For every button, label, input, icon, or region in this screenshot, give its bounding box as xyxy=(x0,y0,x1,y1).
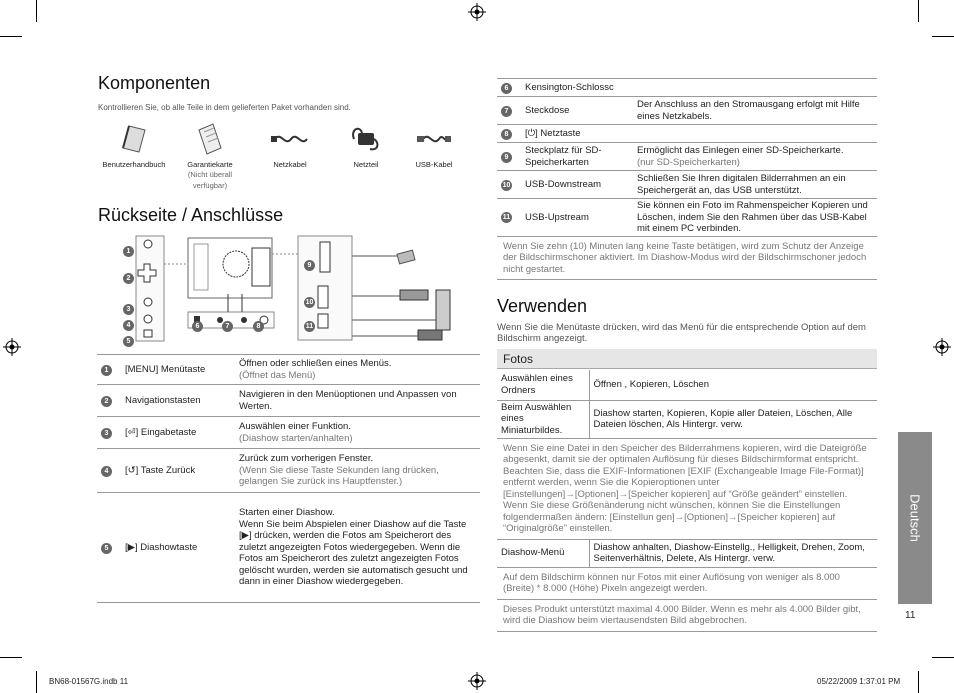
table-row: 4 [↺] Taste Zurück Zurück zum vorherigen Fenster. (Wenn Sie diese Taste Sekunden lang drücken, gelangen Sie zurück ins Hauptfenster.) xyxy=(97,449,480,493)
rueckseite-title: Rückseite / Anschlüsse xyxy=(98,205,284,225)
table-row: 2 Navigationstasten Navigieren in den Menüoptionen und Anpassen von Werten. xyxy=(97,385,480,417)
usb-cable-icon xyxy=(410,122,458,156)
power-cord-icon xyxy=(264,122,316,156)
crop-mark xyxy=(932,36,954,37)
crop-mark xyxy=(932,657,954,658)
verwenden-intro: Wenn Sie die Menütaste drücken, wird das Menü für die entsprechende Option auf dem Bildschirm angezeigt. xyxy=(497,322,866,344)
resolution-note: Auf dem Bildschirm können nur Fotos mit einer Auflösung von weniger als 8.000 (Breite) * 8.000 (Höhe) Pixeln angezeigt werden. xyxy=(497,567,877,599)
component-item: Netzkabel xyxy=(264,122,316,169)
power-adapter-icon xyxy=(340,122,392,156)
diagram-number-5: 5 xyxy=(123,330,134,348)
footer-right: 05/22/2009 1:37:01 PM xyxy=(817,677,901,686)
registration-mark-icon xyxy=(933,338,951,356)
component-item: Netzteil xyxy=(340,122,392,169)
diagram-number-1: 1 xyxy=(123,240,134,258)
crop-mark xyxy=(918,0,919,22)
section-fotos: Fotos xyxy=(497,349,877,369)
table-row: Auswählen eines Ordners Öffnen , Kopieren, Löschen xyxy=(497,370,877,400)
max-images-note: Dieses Produkt unterstützt maximal 4.000 Bilder. Wenn es mehr als 4.000 Bilder gibt, wird die Diashow beim viertausendsten Bild abgebrochen. xyxy=(497,599,877,631)
connector-table xyxy=(497,78,877,280)
component-item: USB-Kabel xyxy=(410,122,458,169)
crop-mark xyxy=(36,0,37,22)
diagram-number-10: 10 xyxy=(305,299,314,306)
table-row xyxy=(497,438,877,539)
language-tab: Deutsch xyxy=(898,432,932,604)
table-row: 3 [⏎] Eingabetaste Auswählen einer Funktion. (Diashow starten/anhalten) xyxy=(97,417,480,449)
table-row xyxy=(497,236,877,280)
registration-mark-icon xyxy=(468,672,486,690)
rear-panel-diagram xyxy=(118,234,460,344)
rear-controls-table xyxy=(97,354,480,603)
crop-mark xyxy=(0,657,22,658)
registration-mark-icon xyxy=(3,338,21,356)
warranty-card-icon xyxy=(176,122,244,156)
table-row: 8 [⏻] Netztaste xyxy=(497,125,877,143)
table-row: 7 Steckdose Der Anschluss an den Stromausgang erfolgt mit Hilfe eines Netzkabels. xyxy=(497,97,877,125)
table-row: Diashow-Menü Diashow anhalten, Diashow-Einstellg., Helligkeit, Drehen, Zoom, Seitenverhältnis, Delete, Als Hintergr. verw. xyxy=(497,539,877,567)
table-row: 11 USB-Upstream Sie können ein Foto im Rahmenspeicher Kopieren und Löschen, indem Sie den Rahmen über das USB-Kabel mit einem PC verbinden. xyxy=(497,199,877,237)
table-row: Beim Auswählen eines Miniaturbildes. Diashow starten, Kopieren, Kopie aller Dateien, Löschen, Alle Dateien löschen, Als Hintergr. verw. xyxy=(497,400,877,438)
table-row: 9 Steckplatz für SD-Speicherkarten Ermöglicht das Einlegen einer SD-Speicherkarte. (nur SD-Speicherkarten) xyxy=(497,143,877,171)
crop-mark xyxy=(36,671,37,693)
component-item: Garantiekarte (Nicht überall verfügbar) xyxy=(176,122,244,191)
table-row: 6 Kensington-Schlossc xyxy=(497,79,877,97)
crop-mark xyxy=(918,671,919,693)
diagram-number-3: 3 xyxy=(123,298,134,316)
diagram-number-11: 11 xyxy=(305,323,314,330)
diagram-number-4: 4 xyxy=(123,314,134,332)
footer-left: BN68-01567G.indb 11 xyxy=(49,677,129,686)
komponenten-title: Komponenten xyxy=(98,73,211,93)
table-row xyxy=(497,567,877,599)
komponenten-intro: Kontrollieren Sie, ob alle Teile in dem gelieferten Paket vorhanden sind. xyxy=(98,103,351,112)
diagram-number-9: 9 xyxy=(304,254,315,272)
verwenden-title: Verwenden xyxy=(497,296,588,316)
registration-mark-icon xyxy=(468,3,486,21)
copy-note: Wenn Sie eine Datei in den Speicher des Bilderrahmens kopieren, wird die Dateigröße abgesenkt, damit sie der optimalen Auflösung für dieses Bildschirmformat entspricht. Beachten Sie, dass die EXIF-Informationen [EXIF (Exchangeable Image File-Format)] entfernt werden, wenn Sie die Kopieroptionen unter [Einstellungen]→[Optionen]→[Speicher kopieren] auf “Größe geändert” einstellen. Wenn Sie diese Größenänderung nicht wünschen, können Sie die Einstellungen folgendermaßen ändern: [Einstellun gen]→[Optionen]→[Speicher kopieren] auf “Originalgröße” einstellen. xyxy=(497,438,877,539)
diagram-number-7: 7 xyxy=(222,315,233,333)
component-item: Benutzerhandbuch xyxy=(96,122,172,169)
manual-icon xyxy=(96,122,172,156)
screensaver-note: Wenn Sie zehn (10) Minuten lang keine Taste betätigen, wird zum Schutz der Anzeige der Bildschirmschoner aktiviert. Im Diashow-Modus wird der Bildschirmschoner jedoch nicht gestartet. xyxy=(497,236,877,280)
table-row: 5 [▶] Diashowtaste Starten einer Diashow. Wenn Sie beim Abspielen einer Diashow auf die Taste [▶] drücken, werden die Fotos am Speicherort des zuletzt angezeigten Fotos wiedergegeben. Wenn die Fotos am Speicherort des zuletzt angezeigten Fotos gelöscht wurden, werden sie automatisch gesucht und dann in einer Diashow wiedergegeben. xyxy=(97,493,480,603)
page-number: 11 xyxy=(905,610,916,621)
table-row xyxy=(497,599,877,631)
diagram-number-2: 2 xyxy=(123,267,134,285)
crop-mark xyxy=(0,36,22,37)
table-row: 10 USB-Downstream Schließen Sie Ihren digitalen Bilderrahmen an ein Speichergerät an, das USB unterstützt. xyxy=(497,171,877,199)
diagram-number-6: 6 xyxy=(192,315,203,333)
fotos-table xyxy=(497,370,877,632)
table-row: 1 [MENU] Menütaste Öffnen oder schließen eines Menüs. (Öffnet das Menü) xyxy=(97,355,480,385)
diagram-number-8: 8 xyxy=(253,315,264,333)
